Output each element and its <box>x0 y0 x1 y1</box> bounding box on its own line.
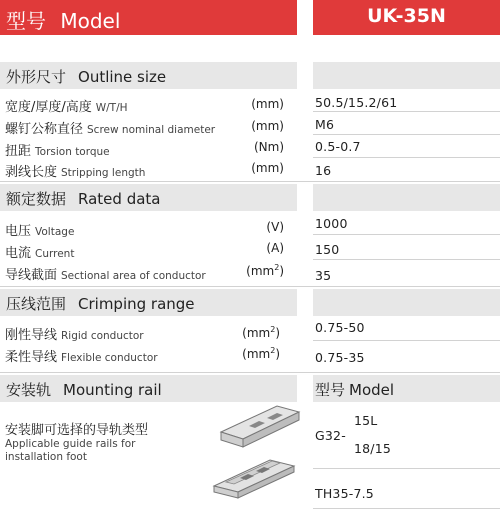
rated-row-1-label: 电压 Voltage <box>5 224 75 239</box>
outline-row-1-value: 50.5/15.2/61 <box>315 95 398 110</box>
rail-desc-en-2: installation foot <box>5 451 87 463</box>
divider <box>0 286 500 287</box>
divider <box>313 234 500 235</box>
outline-row-3-value: 0.5-0.7 <box>315 139 361 154</box>
outline-title-zh: 外形尺寸 <box>6 68 67 86</box>
outline-row-1-label: 宽度/厚度/高度 W/T/H <box>5 100 128 115</box>
divider <box>313 340 500 341</box>
crimping-title-zh: 压线范围 <box>6 295 67 313</box>
rated-row-1-unit: (V) <box>266 220 284 234</box>
divider <box>313 468 500 469</box>
g32-option-18-15: 18/15 <box>354 441 392 456</box>
outline-row-2-value: M6 <box>315 117 335 132</box>
th35-rail-image <box>210 456 300 502</box>
rail-desc-zh: 安装脚可选择的导轨类型 <box>5 423 149 438</box>
rated-row-1-value: 1000 <box>315 216 348 231</box>
header-model-value: UK-35N <box>367 5 446 27</box>
outline-row-1-unit: (mm) <box>251 97 284 111</box>
g32-rail-image <box>215 402 305 452</box>
crimping-row-2-value: 0.75-35 <box>315 350 365 365</box>
divider <box>313 508 500 509</box>
divider <box>313 111 500 112</box>
crimping-row-2-label: 柔性导线 Flexible conductor <box>5 350 158 365</box>
rated-row-3-label: 导线截面 Sectional area of conductor <box>5 268 206 283</box>
g32-prefix: G32- <box>315 428 346 443</box>
header-right <box>313 0 500 35</box>
outline-title-en: Outline size <box>78 68 167 86</box>
divider <box>0 372 500 373</box>
rated-row-3-unit: $(mm^2)$ <box>246 263 284 278</box>
rated-row-2-unit: (A) <box>266 241 284 255</box>
divider <box>313 157 500 158</box>
rated-row-3-value: 35 <box>315 268 332 283</box>
mounting-title-en: Mounting rail <box>63 381 162 399</box>
outline-row-4-value: 16 <box>315 163 332 178</box>
rated-title-zh: 额定数据 <box>6 190 67 208</box>
rated-row-2-label: 电流 Current <box>5 246 75 261</box>
mounting-model-zh: 型号 <box>315 381 346 399</box>
outline-row-2-label: 螺钉公称直径 Screw nominal diameter <box>5 122 216 137</box>
outline-row-4-unit: (mm) <box>251 161 284 175</box>
rated-title-en: Rated data <box>78 190 161 208</box>
rail-desc-en-1: Applicable guide rails for <box>5 438 136 450</box>
outline-row-3-label: 扭距 Torsion torque <box>5 144 110 159</box>
outline-row-4-label: 剥线长度 Stripping length <box>5 165 146 180</box>
divider <box>313 259 500 260</box>
header-model-zh: 型号 <box>6 9 46 33</box>
mounting-title <box>6 379 162 400</box>
crimping-row-1-label: 刚性导线 Rigid conductor <box>5 328 144 343</box>
rated-band-right <box>313 184 500 211</box>
rated-row-2-value: 150 <box>315 242 340 257</box>
outline-row-2-unit: (mm) <box>251 119 284 133</box>
outline-row-3-unit: (Nm) <box>253 140 284 154</box>
g32-option-15l: 15L <box>354 413 378 428</box>
mounting-model-en: Model <box>349 381 395 399</box>
outline-title <box>6 66 166 87</box>
crimping-title-en: Crimping range <box>78 295 195 313</box>
th35-value: TH35-7.5 <box>315 486 374 501</box>
crimping-row-1-value: 0.75-50 <box>315 320 365 335</box>
crimping-band-right <box>313 289 500 316</box>
mounting-model-title <box>315 379 394 400</box>
crimping-title <box>6 293 195 314</box>
header-left <box>0 0 297 35</box>
outline-band-right <box>313 62 500 89</box>
mounting-title-zh: 安装轨 <box>6 381 52 399</box>
divider <box>313 134 500 135</box>
crimping-row-1-unit: $(mm^2)$ <box>242 325 280 340</box>
header-model-en: Model <box>60 9 121 33</box>
rated-title <box>6 188 161 209</box>
divider <box>0 181 500 182</box>
crimping-row-2-unit: $(mm^2)$ <box>242 346 280 361</box>
